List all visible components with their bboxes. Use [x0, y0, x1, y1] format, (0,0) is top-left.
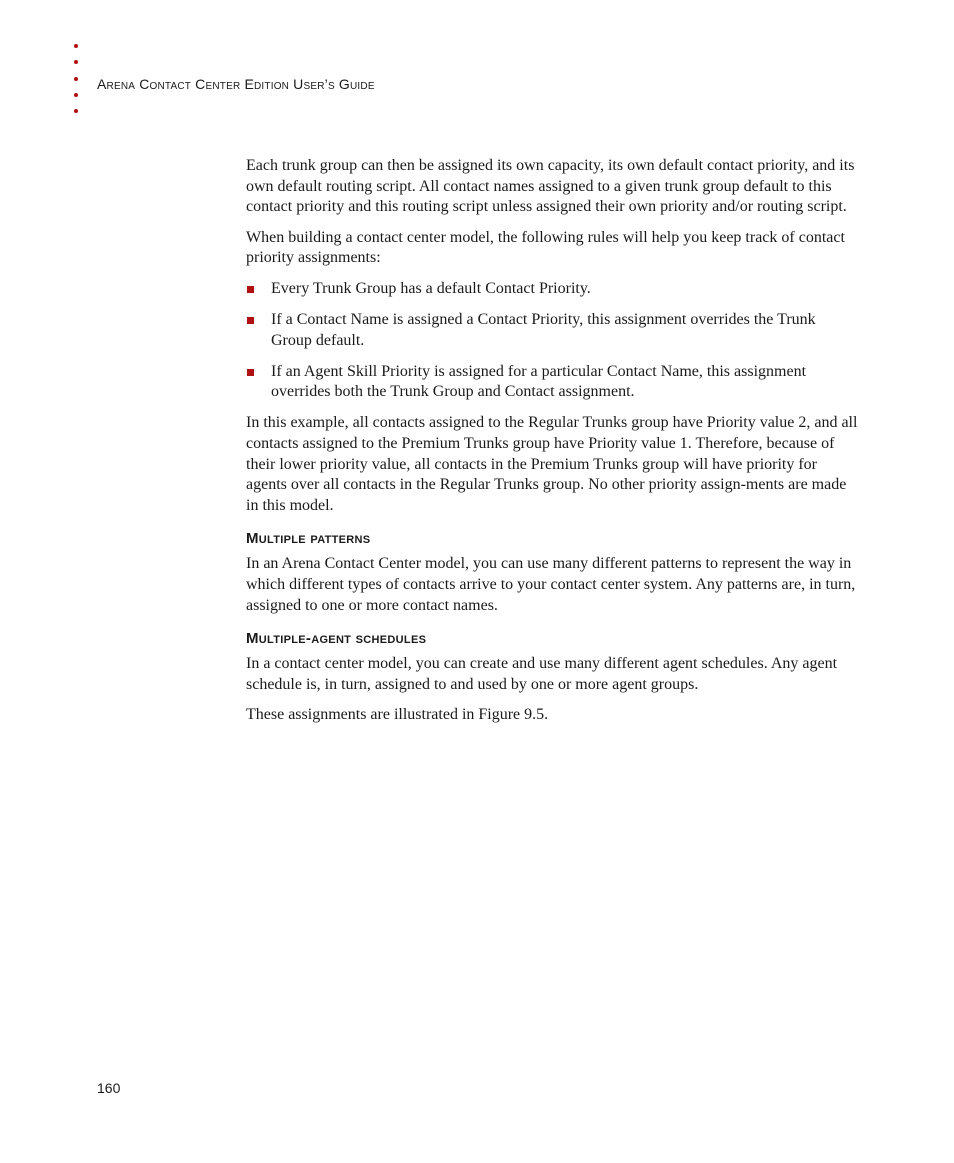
page-content: [246, 156, 860, 736]
list-item: [246, 279, 860, 300]
running-head: Arena Contact Center Edition User’s Guide: [97, 76, 375, 92]
list-item-text: If a Contact Name is assigned a Contact Priority, this assignment overrides the Trunk Group default.: [271, 311, 816, 349]
square-bullet-icon: [247, 317, 254, 324]
list-item: [246, 310, 860, 351]
square-bullet-icon: [247, 369, 254, 376]
heading-multiple-patterns: Multiple patterns: [246, 530, 371, 548]
list-item-text: If an Agent Skill Priority is assigned for a particular Contact Name, this assignment overrides both the Trunk Group and Contact assignment.: [271, 362, 807, 401]
margin-dot-icon: [74, 109, 78, 113]
list-item: [246, 362, 860, 403]
margin-dots: [74, 44, 82, 125]
heading-multiple-agent-schedules: Multiple-agent schedules: [246, 630, 427, 648]
square-bullet-icon: [247, 286, 254, 293]
paragraph-patterns: In an Arena Contact Center model, you can use many different patterns to represent the way in which different types of contacts arrive to your contact center system. Any patterns are, in turn, assigned to one or more contact names.: [246, 555, 856, 614]
paragraph-example: In this example, all contacts assigned to the Regular Trunks group have Priority value 2, and all contacts assigned to the Premium Trunks group have Priority value 1. Therefore, because of their lower priority value, all contacts in the Premium Trunks group will have priority for agents over all contacts in the Regular Trunks group. No other priority assign-ments are made in this model.: [246, 414, 858, 514]
margin-dot-icon: [74, 93, 78, 97]
paragraph-schedules: In a contact center model, you can create and use many different agent schedules. Any agent schedule is, in turn, assigned to and used by one or more agent groups.: [246, 655, 838, 693]
paragraph-rules-intro: When building a contact center model, the following rules will help you keep track of contact priority assignments:: [246, 228, 845, 267]
page-number: 160: [97, 1080, 121, 1096]
paragraph-trunk-groups: Each trunk group can then be assigned its own capacity, its own default contact priority, and its own default routing script. All contact names assigned to a given trunk group default to this contact priority and this routing script unless assigned their own priority and/or routing script.: [246, 157, 855, 216]
margin-dot-icon: [74, 77, 78, 81]
paragraph-figure-reference: These assignments are illustrated in Figure 9.5.: [246, 706, 549, 724]
list-item-text: Every Trunk Group has a default Contact Priority.: [271, 279, 591, 297]
margin-dot-icon: [74, 60, 78, 64]
margin-dot-icon: [74, 44, 78, 48]
rules-list: [246, 279, 860, 403]
